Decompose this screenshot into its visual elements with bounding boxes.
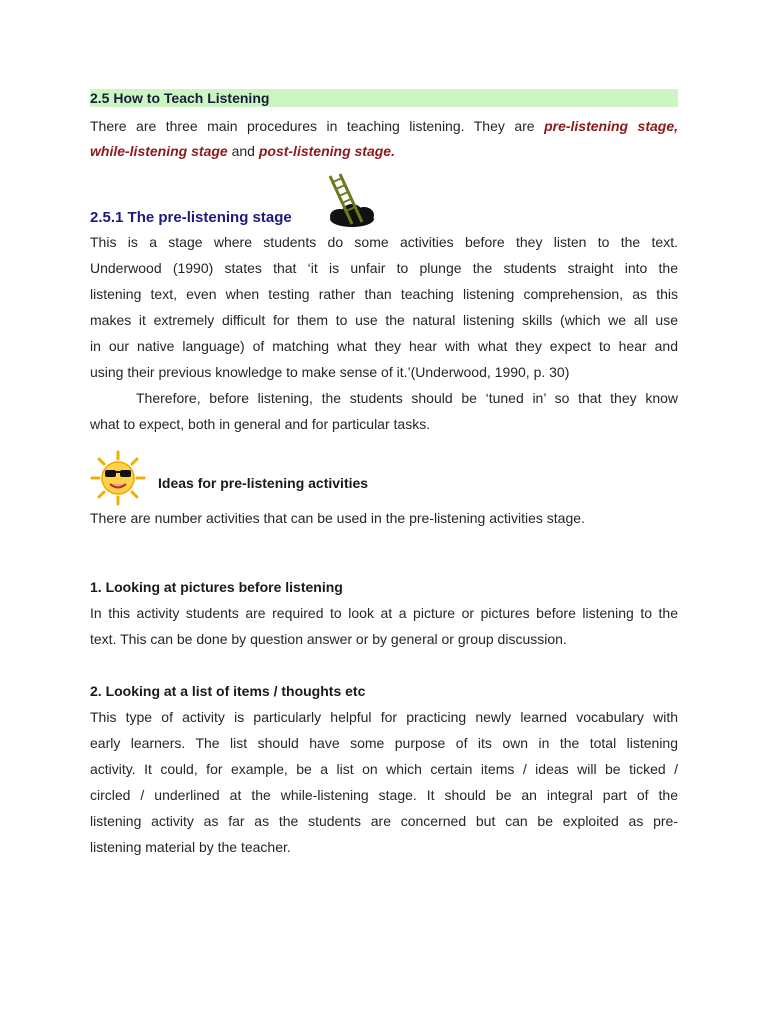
p1-line: using their previous knowledge to make sense of it.’(Underwood, 1990, p. 30) (90, 364, 570, 380)
item2-line: activity. It could, for example, be a list on which certain items / ideas will be ticked / (90, 761, 678, 777)
ideas-text: There are number activities that can be used in the pre-listening activities stage. (90, 510, 585, 526)
p1-line: listening text, even when testing rather than teaching listening comprehension, as this (90, 286, 678, 302)
section-heading (90, 89, 678, 107)
item1-line: text. This can be done by question answer or by general or group discussion. (90, 631, 567, 647)
section-heading-text: 2.5 How to Teach Listening (90, 90, 270, 106)
p1-line: makes it extremely difficult for them to use the natural listening skills (which we all use (90, 312, 678, 328)
subsection-heading: 2.5.1 The pre-listening stage (90, 209, 292, 226)
p1-line: Underwood (1990) states that ‘it is unfair to plunge the students straight into the (90, 260, 678, 276)
ladder-cloud-icon (322, 172, 380, 230)
item2-line: early learners. The list should have some purpose of its own in the total listening (90, 735, 678, 751)
sun-sunglasses-icon (89, 450, 147, 506)
item1-line: In this activity students are required to look at a picture or pictures before listening to the (90, 605, 678, 621)
item1-heading: 1. Looking at pictures before listening (90, 579, 343, 595)
stage-while-listening: while-listening stage (90, 143, 228, 159)
intro-text: There are three main procedures in teaching listening. They are (90, 118, 535, 134)
stage-post-listening: post-listening stage. (258, 143, 395, 159)
item2-heading: 2. Looking at a list of items / thoughts etc (90, 683, 366, 699)
item2-line: circled / underlined at the while-listening stage. It should be an integral part of the (90, 787, 678, 803)
intro-line-1 (90, 113, 678, 139)
p2-line: what to expect, both in general and for particular tasks. (90, 416, 431, 432)
intro-line-2 (90, 138, 678, 164)
item2-line: This type of activity is particularly helpful for practicing newly learned vocabulary with (90, 709, 678, 725)
item2-line: listening material by the teacher. (90, 839, 291, 855)
stage-pre-listening: pre-listening stage, (544, 118, 679, 134)
p1-line: This is a stage where students do some activities before they listen to the text. (90, 234, 678, 250)
ideas-heading: Ideas for pre-listening activities (158, 475, 369, 491)
intro-and: and (231, 143, 255, 159)
p2-line: Therefore, before listening, the students should be ‘tuned in’ so that they know (136, 390, 678, 406)
p1-line: in our native language) of matching what they hear with what they expect to hear and (90, 338, 678, 354)
item2-line: listening activity as far as the students are concerned but can be exploited as pre- (90, 813, 678, 829)
